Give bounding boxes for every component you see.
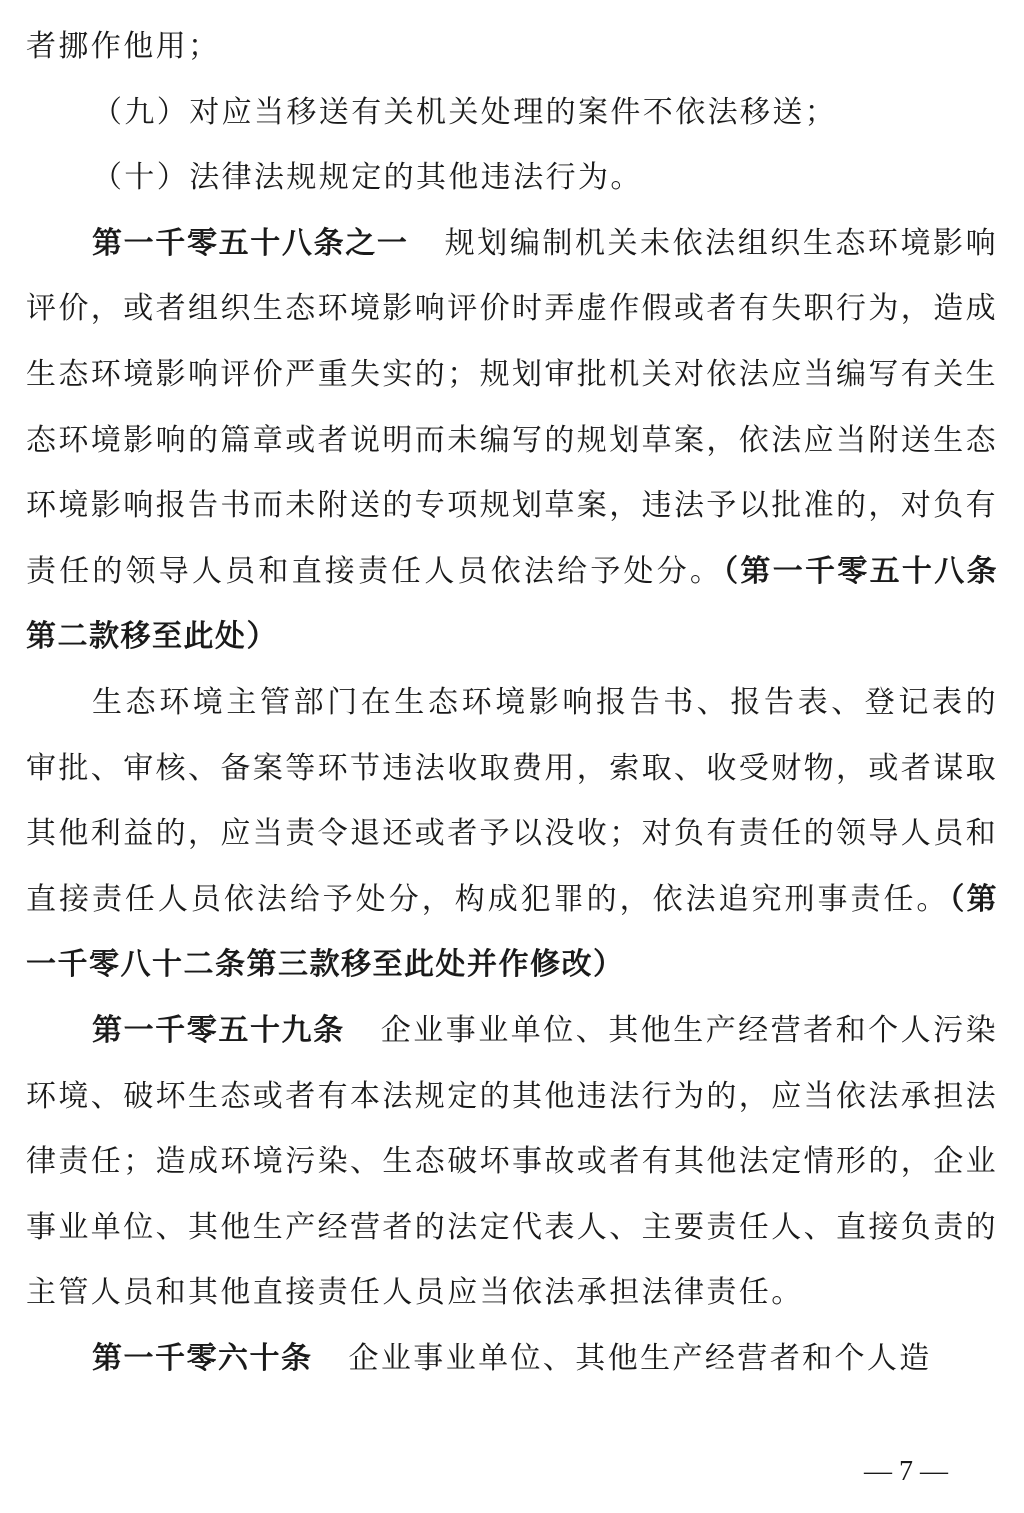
article-heading: 第一千零五十八条之一	[92, 225, 409, 261]
paragraph-text: （九）对应当移送有关机关处理的案件不依法移送；	[92, 94, 838, 130]
article-1060	[26, 1326, 998, 1392]
paragraph-continuation	[26, 14, 998, 80]
revision-note: （第一千零八十二条第三款移至此处并作修改）	[26, 881, 999, 983]
paragraph-text: （十）法律法规规定的其他违法行为。	[92, 160, 643, 196]
article-text: 规划编制机关未依法组织生态环境影响评价，或者组织生态环境影响评价时弄虚作假或者有失职行为，造成生态环境影响评价严重失实的；规划审批机关对依法应当编写有关生态环境影响的篇章或者说明而未编写的规划草案，依法应当附送生态环境影响报告书而未附送的专项规划草案，违法予以批准的，对负有责任的领导人员和直接责任人员依法给予处分。	[26, 225, 998, 589]
article-paragraph	[26, 670, 998, 998]
article-heading: 第一千零五十九条	[92, 1012, 345, 1048]
revision-note: （第一千零五十八条第二款移至此处）	[26, 553, 998, 655]
article-text: 企业事业单位、其他生产经营者和个人造	[348, 1340, 932, 1376]
list-item-nine	[26, 80, 998, 146]
paragraph-text: 者挪作他用；	[26, 29, 221, 64]
list-item-ten	[26, 145, 998, 211]
article-1058-1	[26, 211, 998, 670]
article-text: 企业事业单位、其他生产经营者和个人污染环境、破坏生态或者有本法规定的其他违法行为的，应当依法承担法律责任；造成环境污染、生态破坏事故或者有其他法定情形的，企业事业单位、其他生产经营者的法定代表人、主要责任人、直接负责的主管人员和其他直接责任人员应当依法承担法律责任。	[26, 1012, 999, 1311]
article-heading: 第一千零六十条	[92, 1340, 313, 1376]
page-number: — 7 —	[864, 1456, 948, 1487]
paragraph-text: 生态环境主管部门在生态环境影响报告书、报告表、登记表的审批、审核、备案等环节违法收取费用，索取、收受财物，或者谋取其他利益的，应当责令退还或者予以没收；对负有责任的领导人员和直接责任人员依法给予处分，构成犯罪的，依法追究刑事责任。	[26, 684, 998, 917]
article-1059	[26, 998, 998, 1326]
